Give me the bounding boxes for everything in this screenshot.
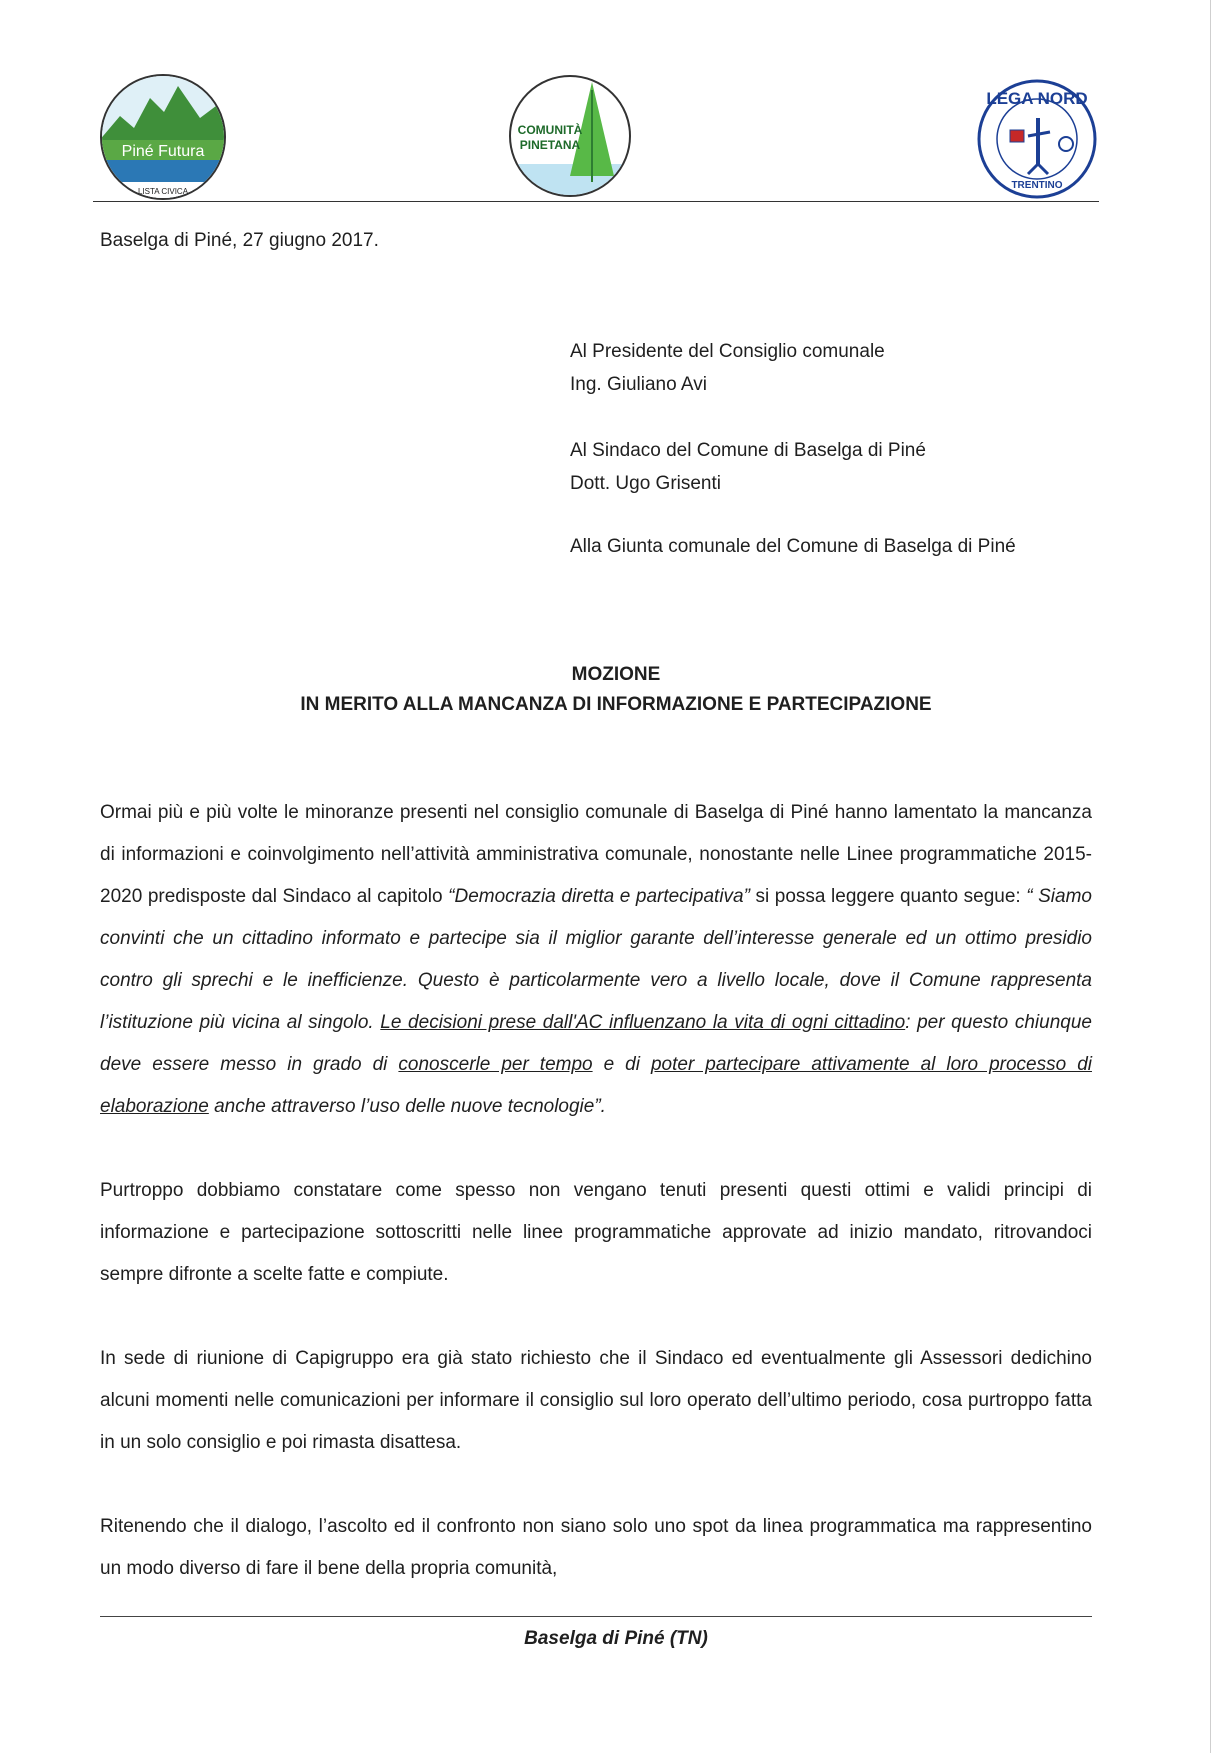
motion-title-line1: MOZIONE [571, 664, 661, 685]
p1-quote-part-h: e di [592, 1054, 651, 1075]
recipient-president-line2: Ing. Giuliano Avi [570, 374, 707, 395]
p1-quote-underline-1: Le decisioni prese dall'AC influenzano la vita di ogni cittadino [380, 1012, 906, 1033]
p1-quote-underline-2: conoscerle per tempo [398, 1054, 593, 1075]
footer-location: Baselga di Piné (TN) [524, 1628, 708, 1649]
p1-chapter-title: “Democrazia diretta e partecipativa” [448, 886, 750, 907]
paragraph-4: Ritenendo che il dialogo, l’ascolto ed il confronto non siano solo uno spot da linea programmatica ma rappresentino un modo diverso di fare il bene della propria comunità, [100, 1516, 1092, 1579]
lega-logo-text-bottom: TRENTINO [1011, 180, 1063, 191]
recipient-president-line1: Al Presidente del Consiglio comunale [570, 341, 885, 362]
lega-nord-logo [976, 78, 1098, 200]
comunita-pinetana-logo [506, 72, 634, 200]
recipient-president [570, 335, 885, 401]
lega-logo-text-top: LEGA NORD [986, 89, 1088, 108]
p1-quote-underline-3: poter partecipare attivamente al loro processo di elaborazione [100, 1054, 1092, 1117]
recipient-council [570, 530, 1016, 563]
pine-futura-logo-subtext: LISTA CIVICA [137, 187, 189, 196]
p1-text-a: Ormai più e più volte le minoranze presenti nel consiglio comunale di Baselga di Piné hanno lamentato la mancanza di informazioni e coinvolgimento nell’attività amministrativa comunale, nonostante nelle Linee programmatiche 2015-2020 predisposte dal Sindaco al capitolo [100, 802, 1092, 907]
recipient-mayor-line1: Al Sindaco del Comune di Baselga di Piné [570, 440, 926, 461]
p1-quote-part-f: : per questo chiunque deve essere messo in grado di [100, 1012, 1092, 1075]
footer-rule [100, 1616, 1092, 1617]
comunita-logo-text-2: PINETANA [519, 138, 581, 152]
motion-title-line2: IN MERITO ALLA MANCANZA DI INFORMAZIONE E PARTECIPAZIONE [300, 694, 932, 715]
recipient-council-line1: Alla Giunta comunale del Comune di Baselga di Piné [570, 536, 1016, 557]
date-line: Baselga di Piné, 27 giugno 2017. [100, 230, 379, 251]
p1-quote [100, 886, 1092, 1117]
p1-quote-part-d: “ Siamo convinti che un cittadino informato e partecipe sia il miglior garante dell’interesse generale ed un ottimo presidio contro gli sprechi e le inefficienze. Questo è particolarmente vero a livello locale, dove il Comune rappresenta l’istituzione più vicina al singolo. [100, 886, 1092, 1033]
p1-quote-part-j: anche attraverso l’uso delle nuove tecnologie”. [208, 1096, 606, 1117]
paragraph-2: Purtroppo dobbiamo constatare come spesso non vengano tenuti presenti questi ottimi e validi principi di informazione e partecipazione sottoscritti nelle linee programmatiche approvate ad inizio mandato, ritrovandoci sempre difronte a scelte fatte e compiute. [100, 1180, 1092, 1285]
paragraph-1 [100, 792, 1092, 1128]
recipient-mayor [570, 434, 926, 500]
header-rule [93, 201, 1099, 202]
p1-text-c: si possa leggere quanto segue: [749, 886, 1027, 907]
paragraph-3: In sede di riunione di Capigruppo era già stato richiesto che il Sindaco ed eventualmente gli Assessori dedichino alcuni momenti nelle comunicazioni per informare il consiglio sul loro operato dell’ultimo periodo, cosa purtroppo fatta in un solo consiglio e poi rimasta disattesa. [100, 1348, 1092, 1453]
recipient-mayor-line2: Dott. Ugo Grisenti [570, 473, 721, 494]
comunita-logo-text-1: COMUNITÀ [517, 123, 583, 137]
motion-title [0, 660, 1232, 720]
page-edge-line [1210, 0, 1211, 1753]
pine-futura-logo-text: Piné Futura [121, 143, 205, 160]
pine-futura-logo [98, 72, 228, 202]
